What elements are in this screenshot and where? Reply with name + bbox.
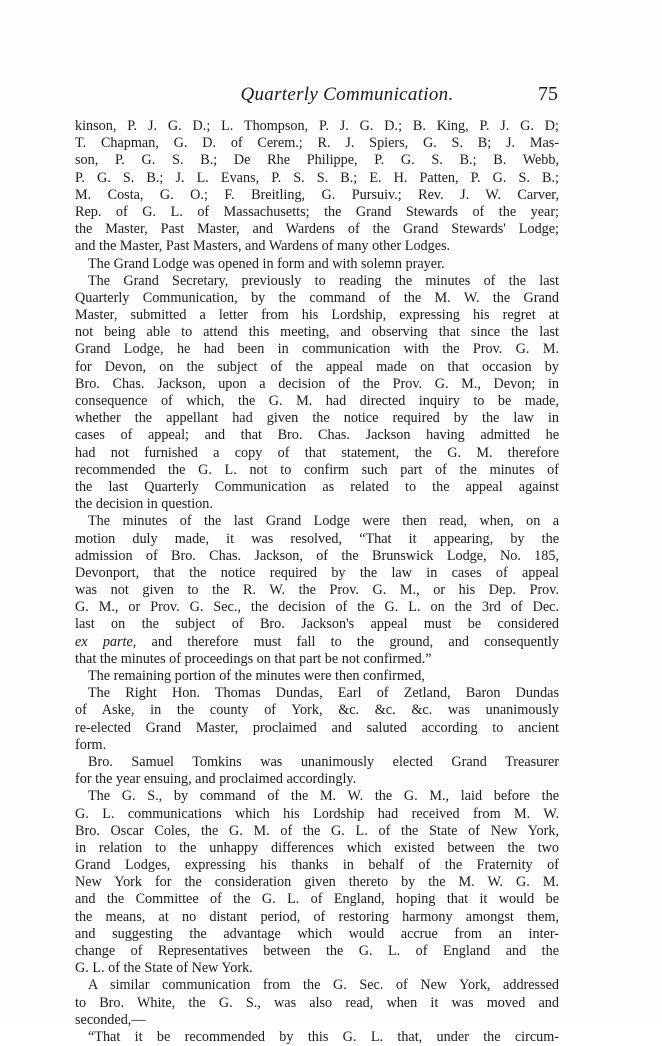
- text-line: kinson, P. J. G. D.; L. Thompson, P. J. G. D.; B. King, P. J. G. D;: [75, 118, 559, 134]
- text-line: the means, at no distant period, of restoring harmony amongst them,: [75, 908, 559, 925]
- text-line: The Grand Secretary, previously to reading the minutes of the last: [88, 272, 559, 289]
- text-line: to Bro. White, the G. S., was also read, when it was moved and: [75, 994, 559, 1011]
- line-text: and therefore must fall to the ground, and consequently: [136, 633, 559, 650]
- text-line: A similar communication from the G. Sec. of New York, addressed: [88, 977, 559, 994]
- text-line: The Right Hon. Thomas Dundas, Earl of Zetland, Baron Dundas: [88, 685, 559, 702]
- text-line: cases of appeal; and that Bro. Chas. Jackson having admitted he: [75, 427, 559, 444]
- text-line: G. L. communications which his Lordship had received from M. W.: [75, 805, 559, 822]
- running-head: [136, 84, 558, 112]
- text-line: consequence of which, the G. M. had directed inquiry to be made,: [75, 393, 559, 409]
- text-line: in relation to the unhappy differences which existed between the two: [75, 839, 559, 856]
- text-line: not being able to attend this meeting, and observing that since the last: [75, 324, 559, 341]
- text-line: the Master, Past Master, and Wardens of the Grand Stewards' Lodge;: [75, 221, 559, 238]
- text-line: that the minutes of proceedings on that part be not confirmed.”: [75, 650, 432, 667]
- text-line: last on the subject of Bro. Jackson's appeal must be considered: [75, 616, 559, 633]
- text-line: The remaining portion of the minutes were then confirmed,: [88, 668, 425, 684]
- text-line: the decision in question.: [75, 496, 213, 513]
- text-line: Devonport, that the notice required by the law in cases of appeal: [75, 564, 559, 581]
- text-line: Rep. of G. L. of Massachusetts; the Grand Stewards of the year;: [75, 203, 559, 220]
- running-title: Quarterly Communication.: [240, 84, 454, 105]
- text-line: Grand Lodges, expressing his thanks in behalf of the Fraternity of: [75, 857, 559, 874]
- text-line: G. L. of the State of New York.: [75, 960, 253, 977]
- text-line: P. G. S. B.; J. L. Evans, P. S. S. B.; E. H. Patten, P. G. S. B.;: [75, 169, 559, 186]
- italic-phrase: ex parte,: [75, 633, 137, 650]
- text-line: Quarterly Communication, by the command of the M. W. the Grand: [75, 289, 559, 306]
- text-line: Grand Lodge, he had been in communication with the Prov. G. M.: [75, 341, 559, 358]
- text-line: son, P. G. S. B.; De Rhe Philippe, P. G. S. B.; B. Webb,: [75, 152, 559, 169]
- text-line: for the year ensuing, and proclaimed accordingly.: [75, 771, 357, 788]
- text-line: change of Representatives between the G. L. of England and the: [75, 943, 559, 959]
- text-line: The G. S., by command of the M. W. the G. M., laid before the: [88, 788, 559, 805]
- text-line: “That it be recommended by this G. L. that, under the circum-: [88, 1028, 559, 1045]
- text-line: was not given to the R. W. the Prov. G. M., or his Dep. Prov.: [75, 582, 559, 599]
- text-line: The Grand Lodge was opened in form and with solemn prayer.: [88, 255, 445, 272]
- text-line: for Devon, on the subject of the appeal made on that occasion by: [75, 358, 559, 375]
- text-line: of Aske, in the county of York, &c. &c. &c. was unanimously: [75, 702, 559, 719]
- text-line: Bro. Chas. Jackson, upon a decision of the Prov. G. M., Devon; in: [75, 375, 559, 392]
- text-line: G. M., or Prov. G. Sec., the decision of the G. L. on the 3rd of Dec.: [75, 599, 559, 616]
- text-line: M. Costa, G. O.; F. Breitling, G. Pursuiv.; Rev. J. W. Carver,: [75, 186, 559, 203]
- text-line: recommended the G. L. not to confirm such part of the minutes of: [75, 461, 559, 478]
- text-line: seconded,—: [75, 1011, 146, 1028]
- text-line: motion duly made, it was resolved, “That it appearing, by the: [75, 530, 559, 547]
- text-line: admission of Bro. Chas. Jackson, of the Brunswick Lodge, No. 185,: [75, 547, 559, 564]
- text-line: had not furnished a copy of that statement, the G. M. therefore: [75, 444, 559, 461]
- text-line: Master, submitted a letter from his Lordship, expressing his regret at: [75, 307, 559, 324]
- text-line: whether the appellant had given the notice required by the law in: [75, 410, 559, 427]
- text-line: re-elected Grand Master, proclaimed and saluted according to ancient: [75, 719, 559, 736]
- text-line: T. Chapman, G. D. of Cerem.; R. J. Spiers, G. S. B; J. Mas-: [75, 135, 559, 152]
- text-line: and the Master, Past Masters, and Wardens of many other Lodges.: [75, 238, 451, 255]
- text-line: the last Quarterly Communication as related to the appeal against: [75, 478, 559, 495]
- text-line: New York for the consideration given thereto by the M. W. G. M.: [75, 874, 559, 891]
- text-line: [75, 634, 559, 651]
- text-line: The minutes of the last Grand Lodge were then read, when, on a: [88, 513, 559, 530]
- text-line: Bro. Oscar Coles, the G. M. of the G. L. of the State of New York,: [75, 822, 559, 839]
- text-line: Bro. Samuel Tomkins was unanimously elected Grand Treasurer: [88, 753, 559, 770]
- text-line: form.: [75, 736, 107, 753]
- page-number: 75: [538, 83, 558, 105]
- text-line: and suggesting the advantage which would accrue from an inter-: [75, 925, 559, 942]
- text-line: and the Committee of the G. L. of England, hoping that it would be: [75, 891, 559, 908]
- body-text: [75, 118, 559, 1046]
